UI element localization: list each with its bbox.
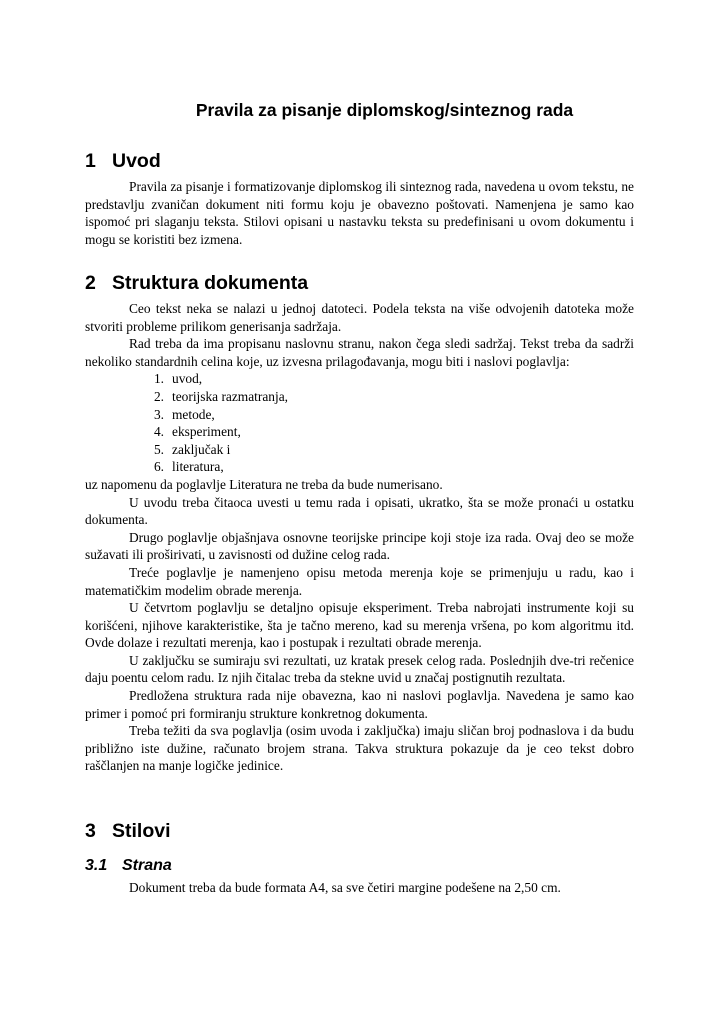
list-item	[85, 423, 634, 441]
subsection-heading-strana	[85, 857, 172, 875]
list-item-text: zaključak i	[172, 441, 231, 457]
chapter-list	[85, 370, 634, 476]
subsection-title: Strana	[122, 857, 172, 874]
list-item-number: 6.	[153, 459, 164, 475]
list-item-text: teorijska razmatranja,	[172, 388, 288, 404]
list-item	[85, 388, 634, 406]
paragraph: Pravila za pisanje i formatizovanje diplomskog ili sinteznog rada, navedena u ovom tekstu, ne predstavlju zvaničan dokument niti formu koju je obavezno poštovati. Namenjena je samo kao ispomoć pri slaganju teksta. Stilovi opisani u nastavku teksta su predefinisani u ovom dokumentu i mogu se koristiti bez izmena.	[85, 179, 634, 247]
paragraph: uz napomenu da poglavlje Literatura ne treba da bude numerisano.	[85, 476, 443, 492]
section-body-struktura	[85, 300, 634, 775]
list-item-text: uvod,	[172, 371, 203, 387]
list-item	[85, 370, 634, 388]
list-item	[85, 458, 634, 476]
section-number: 2	[85, 272, 96, 294]
list-item	[85, 406, 634, 424]
paragraph: Ceo tekst neka se nalazi u jednoj datoteci. Podela teksta na više odvojenih datoteka može stvoriti probleme prilikom generisanja sadržaja.	[85, 301, 634, 334]
section-title: Stilovi	[112, 820, 171, 842]
section-number: 1	[85, 150, 96, 172]
section-number: 3	[85, 820, 96, 842]
list-item-number: 2.	[153, 388, 164, 404]
section-heading-uvod	[85, 150, 161, 173]
paragraph: Drugo poglavlje objašnjava osnovne teorijske principe koji stoje iza rada. Ovaj deo se može sužavati ili proširivati, u zavisnosti od dužine celog rada.	[85, 529, 634, 563]
paragraph: Predložena struktura rada nije obavezna, kao ni naslovi poglavlja. Navedena je samo kao primer i pomoć pri formiranju strukture konkretnog dokumenta.	[85, 688, 634, 721]
list-item-text: literatura,	[172, 459, 224, 475]
section-title: Struktura dokumenta	[112, 272, 309, 294]
section-title: Uvod	[112, 150, 161, 172]
list-item-number: 4.	[153, 424, 164, 440]
section-heading-struktura	[85, 272, 308, 295]
paragraph: U zaključku se sumiraju svi rezultati, uz kratak presek celog rada. Poslednjih dve-tri rečenice daju poentu celom radu. Iz njih čitalac treba da stekne uvid u značaj postignutih rezultata.	[85, 652, 634, 686]
list-item-text: metode,	[172, 406, 215, 422]
paragraph: Treba težiti da sva poglavlja (osim uvoda i zaključka) imaju sličan broj podnaslova i da budu približno iste dužine, računato brojem strana. Takva struktura pokazuje da je ceo tekst dobro raščlanjen na manje logičke jedinice.	[85, 723, 634, 774]
paragraph: Treće poglavlje je namenjeno opisu metoda merenja koje se primenjuju u radu, kao i matematičkim modelim obrade merenja.	[85, 564, 634, 598]
paragraph: Dokument treba da bude formata A4, sa sve četiri margine podešene na 2,50 cm.	[129, 880, 561, 895]
section-body-uvod	[85, 178, 634, 248]
paragraph: Rad treba da ima propisanu naslovnu stranu, nakon čega sledi sadržaj. Tekst treba da sadrži nekoliko standardnih celina koje, uz izvesna prilagođavanja, mogu biti i naslovi poglavlja:	[85, 336, 634, 369]
document-title: Pravila za pisanje diplomskog/sinteznog rada	[195, 100, 574, 120]
list-item-number: 5.	[153, 441, 164, 457]
list-item-text: eksperiment,	[172, 424, 241, 440]
list-item-number: 1.	[153, 371, 164, 387]
list-item-number: 3.	[153, 406, 164, 422]
subsection-number: 3.1	[85, 857, 108, 874]
paragraph: U uvodu treba čitaoca uvesti u temu rada i opisati, ukratko, šta se može pronaći u ostatku dokumenta.	[85, 494, 634, 528]
paragraph: U četvrtom poglavlju se detaljno opisuje eksperiment. Treba nabrojati instrumente koji su korišćeni, njihove karakteristike, šta je tačno mereno, kad su merenja vršena, po kom algoritmu itd. Ovde dolaze i rezultati merenja, kao i postupak i rezultati obrade merenja.	[85, 600, 634, 651]
list-item	[85, 441, 634, 459]
subsection-body-strana	[85, 879, 634, 897]
section-heading-stilovi	[85, 820, 171, 843]
